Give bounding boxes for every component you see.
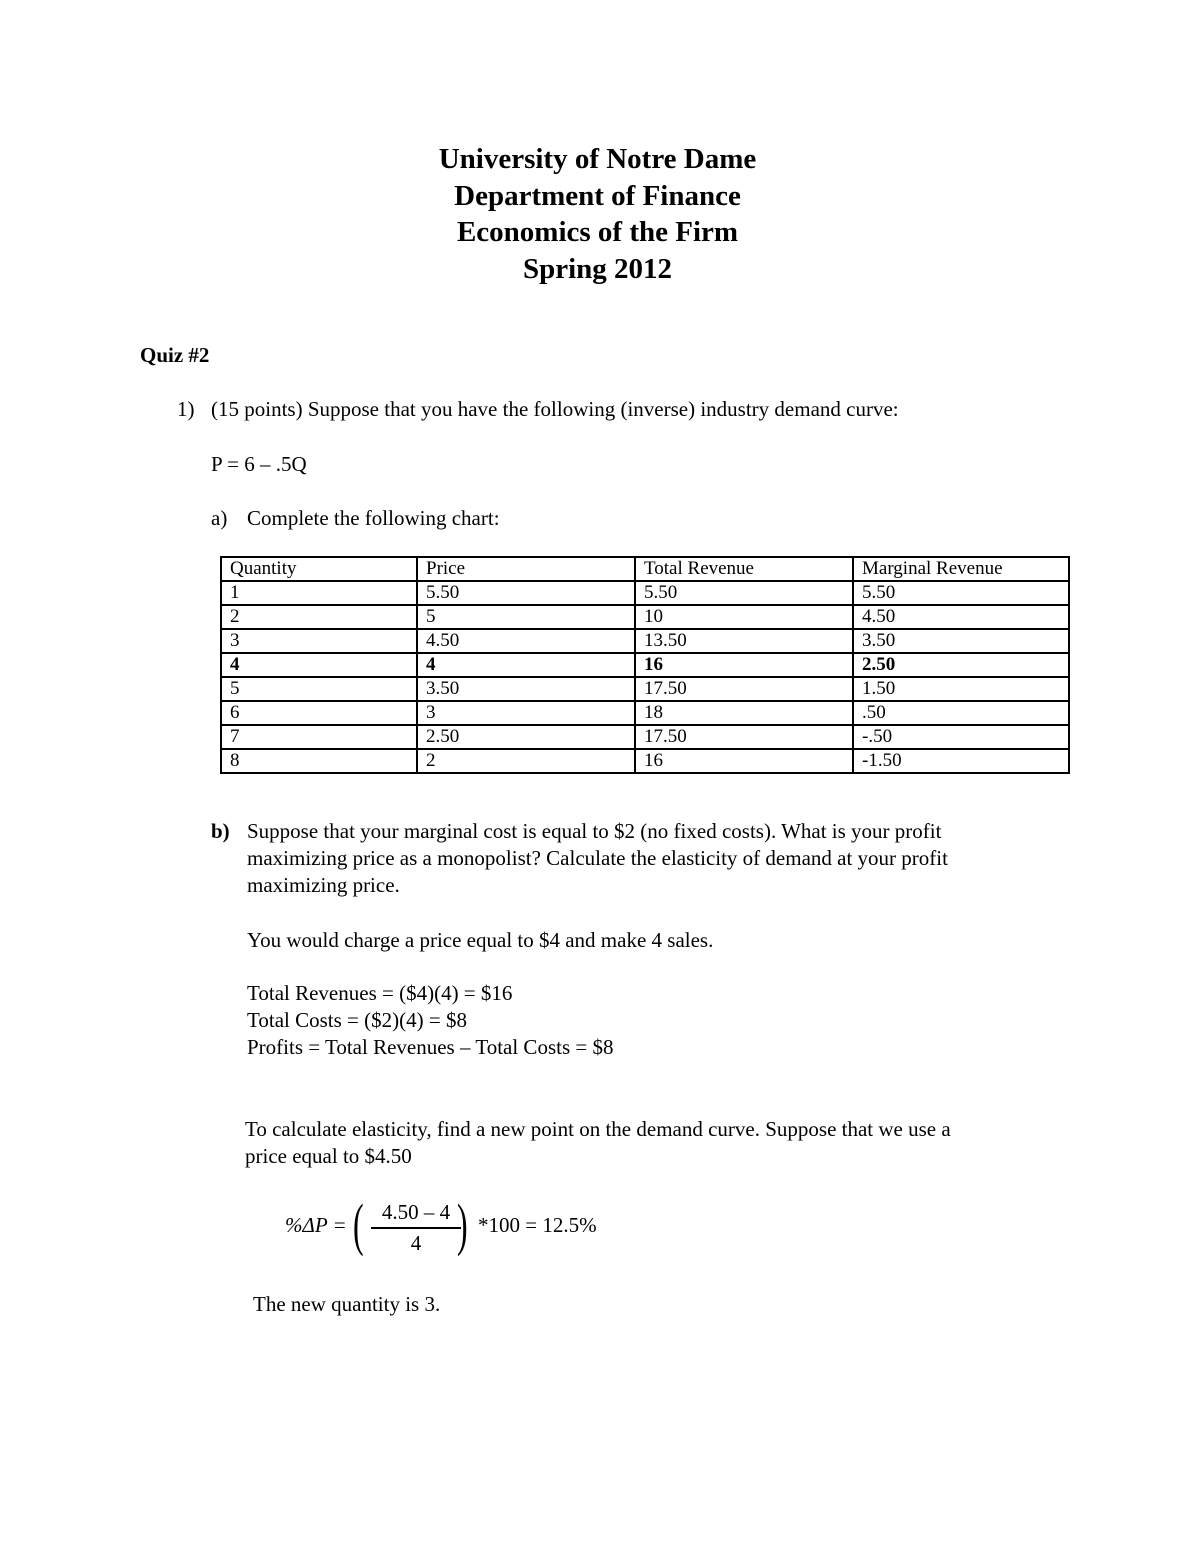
quiz-title: Quiz #2 bbox=[140, 343, 210, 367]
table-cell: 4.50 bbox=[853, 605, 1069, 629]
new-quantity-line: The new quantity is 3. bbox=[253, 1292, 441, 1316]
table-cell: 2 bbox=[221, 605, 417, 629]
profits-line: Profits = Total Revenues – Total Costs = $8 bbox=[247, 1035, 614, 1059]
table-cell: 1 bbox=[221, 581, 417, 605]
table-cell: 3 bbox=[417, 701, 635, 725]
elasticity-line2: price equal to $4.50 bbox=[245, 1144, 412, 1168]
formula-rhs: *100 = 12.5% bbox=[478, 1213, 597, 1237]
table-cell: 5 bbox=[221, 677, 417, 701]
table-cell: 4 bbox=[417, 653, 635, 677]
course-name: Economics of the Firm bbox=[456, 216, 739, 248]
table-row bbox=[221, 677, 1069, 701]
question-text: (15 points) Suppose that you have the following (inverse) industry demand curve: bbox=[211, 397, 899, 421]
part-b-line3: maximizing price. bbox=[247, 873, 400, 897]
table-cell: 8 bbox=[221, 749, 417, 773]
term: Spring 2012 bbox=[522, 252, 673, 285]
table-cell: 6 bbox=[221, 701, 417, 725]
table-cell: .50 bbox=[853, 701, 1069, 725]
table-cell: 5.50 bbox=[853, 581, 1069, 605]
department-name: Department of Finance bbox=[454, 179, 741, 212]
table-cell: 3 bbox=[221, 629, 417, 653]
part-b-label: b) bbox=[211, 819, 230, 843]
table-cell: 16 bbox=[635, 653, 853, 677]
formula-numerator: 4.50 – 4 bbox=[381, 1200, 451, 1224]
left-paren: ( bbox=[353, 1192, 364, 1257]
answer-price: You would charge a price equal to $4 and make 4 sales. bbox=[247, 928, 714, 952]
part-b-line1: Suppose that your marginal cost is equal to $2 (no fixed costs). What is your profit bbox=[247, 819, 942, 843]
table-cell: 3.50 bbox=[417, 677, 635, 701]
formula-denominator: 4 bbox=[410, 1230, 422, 1255]
table-row bbox=[221, 581, 1069, 605]
table-cell: 5 bbox=[417, 605, 635, 629]
part-a-text: Complete the following chart: bbox=[247, 506, 500, 530]
table-cell: 16 bbox=[635, 749, 853, 773]
table-cell: 13.50 bbox=[635, 629, 853, 653]
demand-equation: P = 6 – .5Q bbox=[211, 452, 307, 476]
table-header-row bbox=[221, 557, 1069, 581]
table-cell: 2.50 bbox=[417, 725, 635, 749]
table-row bbox=[221, 605, 1069, 629]
column-header: Quantity bbox=[221, 557, 417, 581]
right-paren: ) bbox=[457, 1192, 468, 1257]
table-cell: 5.50 bbox=[635, 581, 853, 605]
table-cell: 1.50 bbox=[853, 677, 1069, 701]
table-cell: 5.50 bbox=[417, 581, 635, 605]
formula-lhs: %ΔP = bbox=[285, 1213, 347, 1237]
table-row bbox=[221, 725, 1069, 749]
table-row bbox=[221, 629, 1069, 653]
column-header: Total Revenue bbox=[635, 557, 853, 581]
document-header bbox=[0, 141, 1195, 287]
table-cell: -1.50 bbox=[853, 749, 1069, 773]
table-cell: 17.50 bbox=[635, 725, 853, 749]
part-a-label: a) bbox=[211, 506, 228, 530]
part-b-line2: maximizing price as a monopolist? Calculate the elasticity of demand at your profit bbox=[247, 846, 948, 870]
table-row bbox=[221, 749, 1069, 773]
table-cell: 18 bbox=[635, 701, 853, 725]
table-cell: 4.50 bbox=[417, 629, 635, 653]
table-cell: 4 bbox=[221, 653, 417, 677]
table-cell: 17.50 bbox=[635, 677, 853, 701]
table-cell: 7 bbox=[221, 725, 417, 749]
table-row bbox=[221, 701, 1069, 725]
formula-fraction bbox=[371, 1199, 461, 1255]
total-costs-line: Total Costs = ($2)(4) = $8 bbox=[247, 1008, 467, 1032]
table-cell: 3.50 bbox=[853, 629, 1069, 653]
fraction-bar bbox=[371, 1227, 461, 1229]
table-cell: -.50 bbox=[853, 725, 1069, 749]
table-cell: 2 bbox=[417, 749, 635, 773]
revenue-table bbox=[220, 556, 1070, 774]
column-header: Price bbox=[417, 557, 635, 581]
elasticity-line1: To calculate elasticity, find a new point on the demand curve. Suppose that we use a bbox=[245, 1117, 951, 1141]
total-revenues-line: Total Revenues = ($4)(4) = $16 bbox=[247, 981, 513, 1005]
university-name: University of Notre Dame bbox=[438, 143, 757, 175]
table-cell: 10 bbox=[635, 605, 853, 629]
table-row-highlighted bbox=[221, 653, 1069, 677]
question-number: 1) bbox=[177, 397, 195, 421]
table-cell: 2.50 bbox=[853, 653, 1069, 677]
column-header: Marginal Revenue bbox=[853, 557, 1069, 581]
